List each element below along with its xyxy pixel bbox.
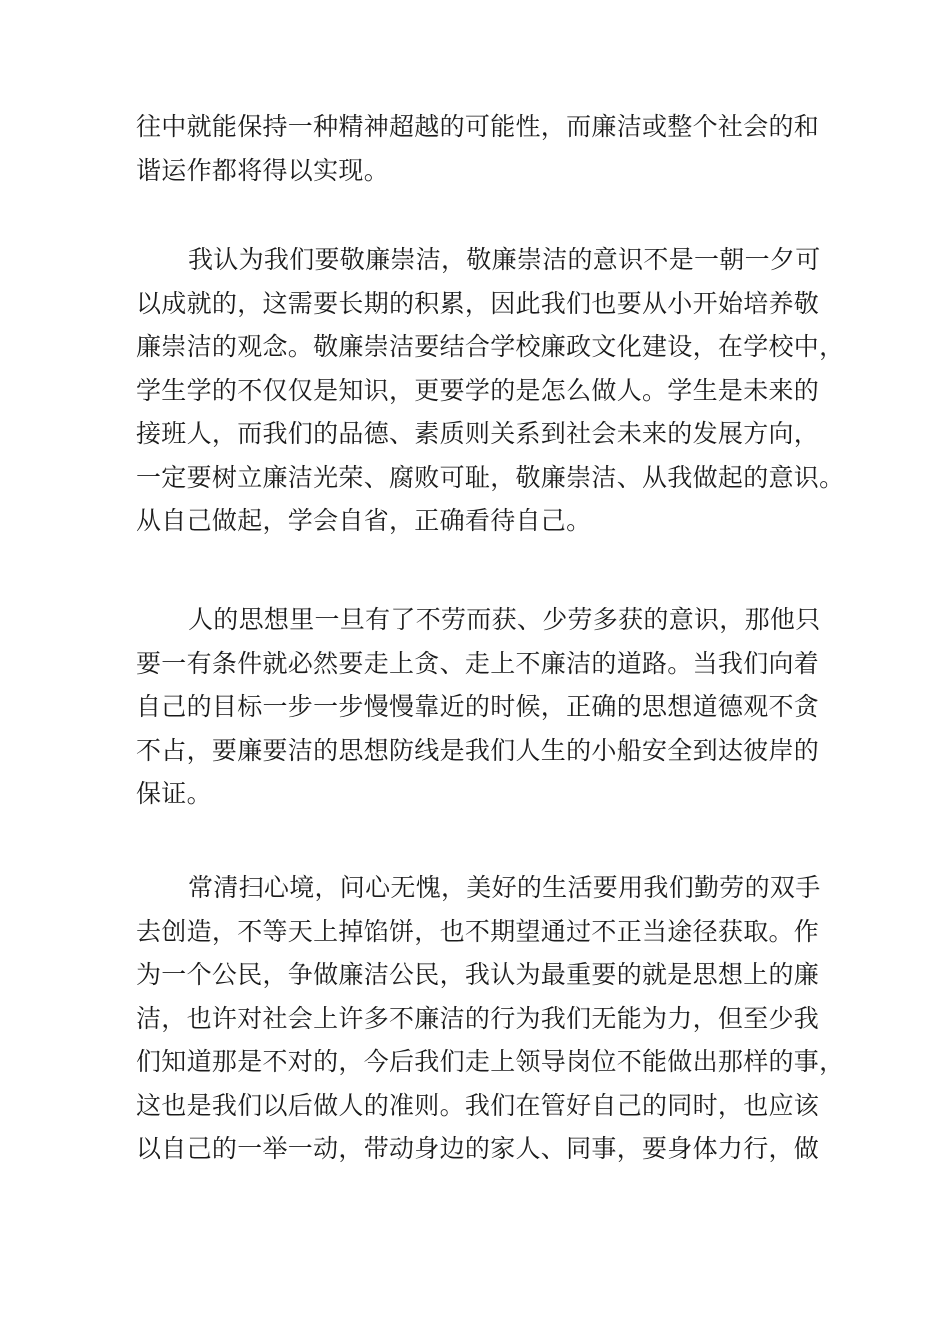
paragraph-2 xyxy=(136,238,845,543)
paragraph-line: 人的思想里一旦有了不劳而获、少劳多获的意识，那他只 xyxy=(188,605,821,634)
paragraph-line: 往中就能保持一种精神超越的可能性，而廉洁或整个社会的和 xyxy=(136,112,820,141)
paragraph-line: 保证。 xyxy=(136,779,212,808)
paragraph-line: 一定要树立廉洁光荣、腐败可耻，敬廉崇洁、从我做起的意识。 xyxy=(136,462,845,492)
paragraph-line: 为一个公民，争做廉洁公民，我认为最重要的就是思想上的廉 xyxy=(136,960,820,989)
paragraph-line: 去创造，不等天上掉馅饼，也不期望通过不正当途径获取。作 xyxy=(136,916,820,946)
paragraph-line: 廉崇洁的观念。敬廉崇洁要结合学校廉政文化建设，在学校中， xyxy=(136,332,845,361)
paragraph-1 xyxy=(136,105,836,192)
paragraph-line: 不占，要廉要洁的思想防线是我们人生的小船安全到达彼岸的 xyxy=(136,735,820,765)
paragraph-line: 这也是我们以后做人的准则。我们在管好自己的同时，也应该 xyxy=(136,1090,820,1120)
paragraph-line: 以自己的一举一动，带动身边的家人、同事，要身体力行，做 xyxy=(136,1134,820,1163)
paragraph-4 xyxy=(136,866,845,1171)
paragraph-line: 自己的目标一步一步慢慢靠近的时候，正确的思想道德观不贪 xyxy=(136,692,820,721)
paragraph-line: 我认为我们要敬廉崇洁，敬廉崇洁的意识不是一朝一夕可 xyxy=(188,245,821,274)
paragraph-line: 从自己做起，学会自省，正确看待自己。 xyxy=(136,506,592,535)
paragraph-3 xyxy=(136,598,836,816)
paragraph-line: 以成就的，这需要长期的积累，因此我们也要从小开始培养敬 xyxy=(136,288,820,318)
paragraph-line: 要一有条件就必然要走上贪、走上不廉洁的道路。当我们向着 xyxy=(136,648,820,678)
paragraph-line: 谐运作都将得以实现。 xyxy=(136,155,390,185)
paragraph-line: 接班人，而我们的品德、素质则关系到社会未来的发展方向， xyxy=(136,419,820,448)
paragraph-line: 常清扫心境，问心无愧，美好的生活要用我们勤劳的双手 xyxy=(188,873,821,902)
paragraph-line: 们知道那是不对的，今后我们走上领导岗位不能做出那样的事， xyxy=(136,1047,845,1076)
paragraph-line: 洁，也许对社会上许多不廉洁的行为我们无能为力，但至少我 xyxy=(136,1003,820,1033)
paragraph-line: 学生学的不仅仅是知识，更要学的是怎么做人。学生是未来的 xyxy=(136,375,820,405)
